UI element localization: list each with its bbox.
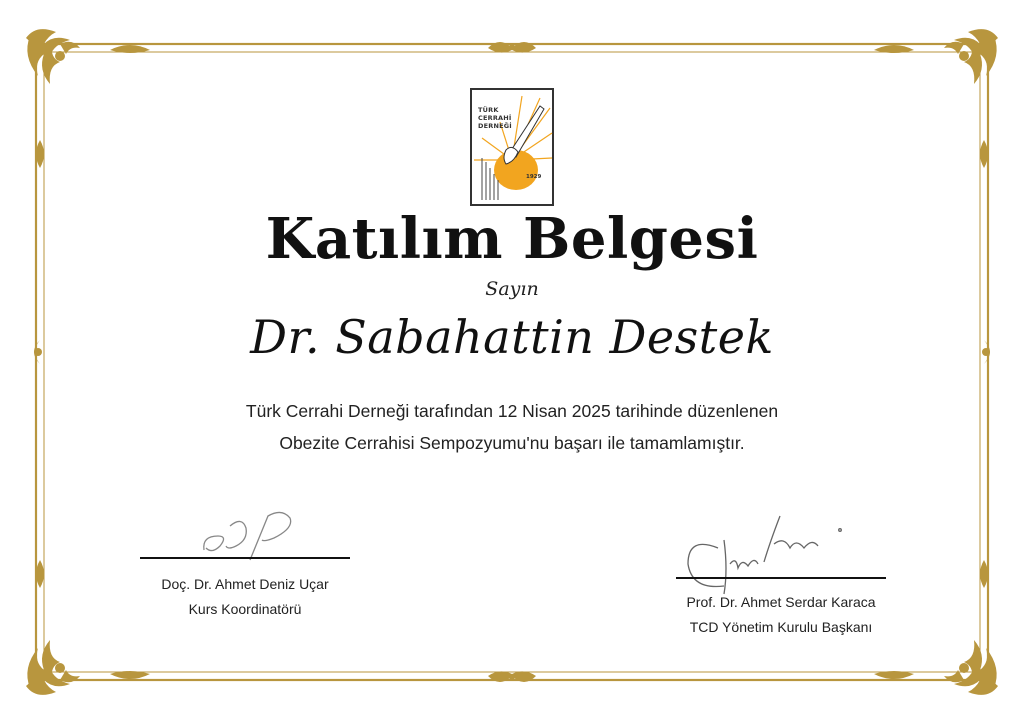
certificate-body-line2: Obezite Cerrahisi Sempozyumu'nu başarı ile tamamlamıştır. <box>279 433 745 453</box>
left-signatory-role: Kurs Koordinatörü <box>188 601 302 617</box>
corner-ornament-icon <box>26 29 80 84</box>
society-logo <box>470 88 554 206</box>
left-signatory-name: Doç. Dr. Ahmet Deniz Uçar <box>161 576 329 592</box>
logo-text-line2: CERRAHİ <box>478 114 512 122</box>
right-signature-icon <box>678 504 848 600</box>
salutation: Sayın <box>485 278 539 300</box>
left-signature-line <box>140 557 350 559</box>
left-signature-icon <box>196 506 306 562</box>
logo-text-line1: TÜRK <box>478 106 499 114</box>
recipient-name: Dr. Sabahattin Destek <box>250 310 774 364</box>
certificate-title: Katılım Belgesi <box>265 206 759 272</box>
logo-year: 1929 <box>526 174 542 180</box>
right-signatory-role: TCD Yönetim Kurulu Başkanı <box>689 619 873 635</box>
right-signature-line <box>676 577 886 579</box>
right-signatory-name: Prof. Dr. Ahmet Serdar Karaca <box>686 594 876 610</box>
logo-text-line3: DERNEĞİ <box>478 122 512 130</box>
certificate-body-line1: Türk Cerrahi Derneği tarafından 12 Nisan 2025 tarihinde düzenlenen <box>245 401 779 421</box>
